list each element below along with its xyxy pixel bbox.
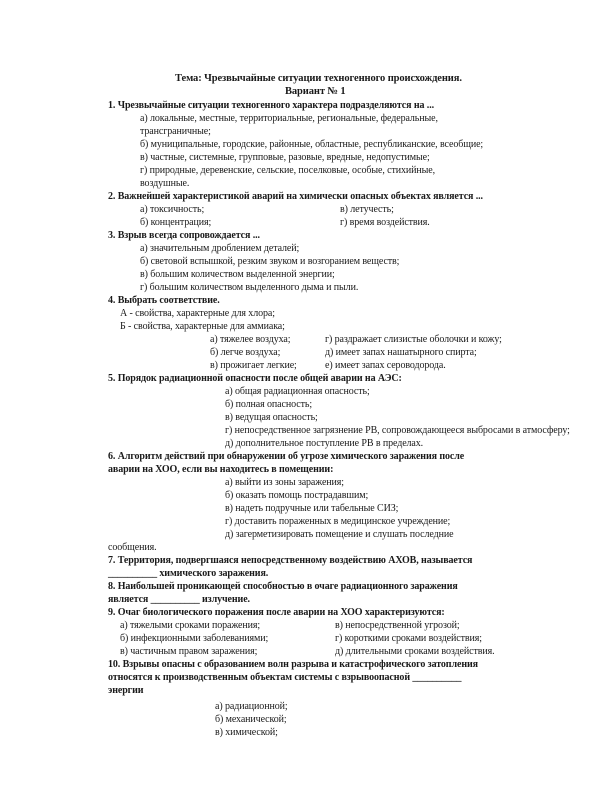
question-6-cont: аварии на ХОО, если вы находитесь в помещении: [108,464,334,475]
q2-option-d: г) время воздействия. [340,217,430,228]
q6-option-c: в) надеть подручные или табельные СИЗ; [225,503,399,514]
q4-option-a: а) тяжелее воздуха; [210,334,291,345]
question-5: 5. Порядок радиационной опасности после общей аварии на АЭС: [108,373,402,384]
q3-option-d: г) большим количеством выделенного дыма и пыли. [140,282,359,293]
q1-option-d: г) природные, деревенские, сельские, поселковые, особые, стихийные, [140,165,436,176]
q3-option-c: в) большим количеством выделенной энергии; [140,269,335,280]
q10-option-b: б) механической; [215,714,287,725]
q6-option-b: б) оказать помощь пострадавшим; [225,490,369,501]
q2-option-b: б) концентрация; [140,217,212,228]
q1-option-a-cont: трансграничные; [140,126,211,137]
q9-option-f: д) длительными сроками воздействия. [335,646,495,657]
question-6: 6. Алгоритм действий при обнаружении об угрозе химического заражения после [108,451,465,462]
q6-option-e-cont: сообщения. [108,542,157,553]
q9-option-e: в) частичным правом заражения; [120,646,258,657]
q6-option-a: а) выйти из зоны заражения; [225,477,344,488]
q9-option-d: г) короткими сроками воздействия; [335,633,482,644]
q5-option-a: а) общая радиационная опасность; [225,386,370,397]
q4-option-f: е) имеет запах сероводорода. [325,360,446,371]
q1-option-c: в) частные, системные, групповые, разовые, вредные, недопустимые; [140,152,430,163]
q4-option-c: в) прожигает легкие; [210,360,297,371]
question-8: 8. Наибольшей проникающей способностью в очаге радиационного заражения [108,581,458,592]
question-3: 3. Взрыв всегда сопровождается ... [108,230,260,241]
question-10: 10. Взрывы опасны с образованием волн разрыва и катастрофического затопления [108,659,478,670]
question-1: 1. Чрезвычайные ситуации техногенного характера подразделяются на ... [108,100,434,111]
question-10-cont-2: энергии [108,685,144,696]
question-8-cont: является __________ излучение. [108,594,250,605]
question-4: 4. Выбрать соответствие. [108,295,220,306]
q9-option-a: а) тяжелыми сроками поражения; [120,620,261,631]
q9-option-c: в) непосредственной угрозой; [335,620,460,631]
q1-option-a: а) локальные, местные, территориальные, региональные, федеральные, [140,113,438,124]
q2-option-c: в) летучесть; [340,204,394,215]
q5-option-e: д) дополнительное поступление РВ в пределах. [225,438,424,449]
doc-title: Тема: Чрезвычайные ситуации техногенного происхождения. [175,73,462,84]
question-9: 9. Очаг биологического поражения после аварии на ХОО характеризуются: [108,607,445,618]
q1-option-d-cont: воздушные. [140,178,190,189]
q5-option-c: в) ведущая опасность; [225,412,318,423]
q6-option-d: г) доставить пораженных в медицинское учреждение; [225,516,451,527]
q4-group-a: А - свойства, характерные для хлора; [120,308,275,319]
q6-option-e: д) загерметизировать помещение и слушать последние [225,529,454,540]
q5-option-d: г) непосредственное загрязнение РВ, сопровождающееся выбросами в атмосферу; [225,425,570,436]
q3-option-a: а) значительным дроблением деталей; [140,243,300,254]
q4-group-b: Б - свойства, характерные для аммиака; [120,321,285,332]
q10-option-a: а) радиационной; [215,701,288,712]
question-10-cont: относятся к производственным объектам системы с взрывоопасной __________ [108,672,462,683]
q1-option-b: б) муниципальные, городские, районные, областные, республиканские, всеобщие; [140,139,484,150]
q3-option-b: б) световой вспышкой, резким звуком и возгоранием веществ; [140,256,400,267]
q5-option-b: б) полная опасность; [225,399,312,410]
q4-option-d: г) раздражает слизистые оболочки и кожу; [325,334,502,345]
q9-option-b: б) инфекционными заболеваниями; [120,633,269,644]
q2-option-a: а) токсичность; [140,204,205,215]
q10-option-c: в) химической; [215,727,278,738]
question-7: 7. Территория, подвергшаяся непосредственному воздействию АХОВ, называется [108,555,473,566]
question-2: 2. Важнейшей характеристикой аварий на химически опасных объектах является ... [108,191,483,202]
question-7-cont: __________ химического заражения. [108,568,269,579]
doc-variant: Вариант № 1 [285,86,346,97]
q4-option-b: б) легче воздуха; [210,347,281,358]
q4-option-e: д) имеет запах нашатырного спирта; [325,347,477,358]
